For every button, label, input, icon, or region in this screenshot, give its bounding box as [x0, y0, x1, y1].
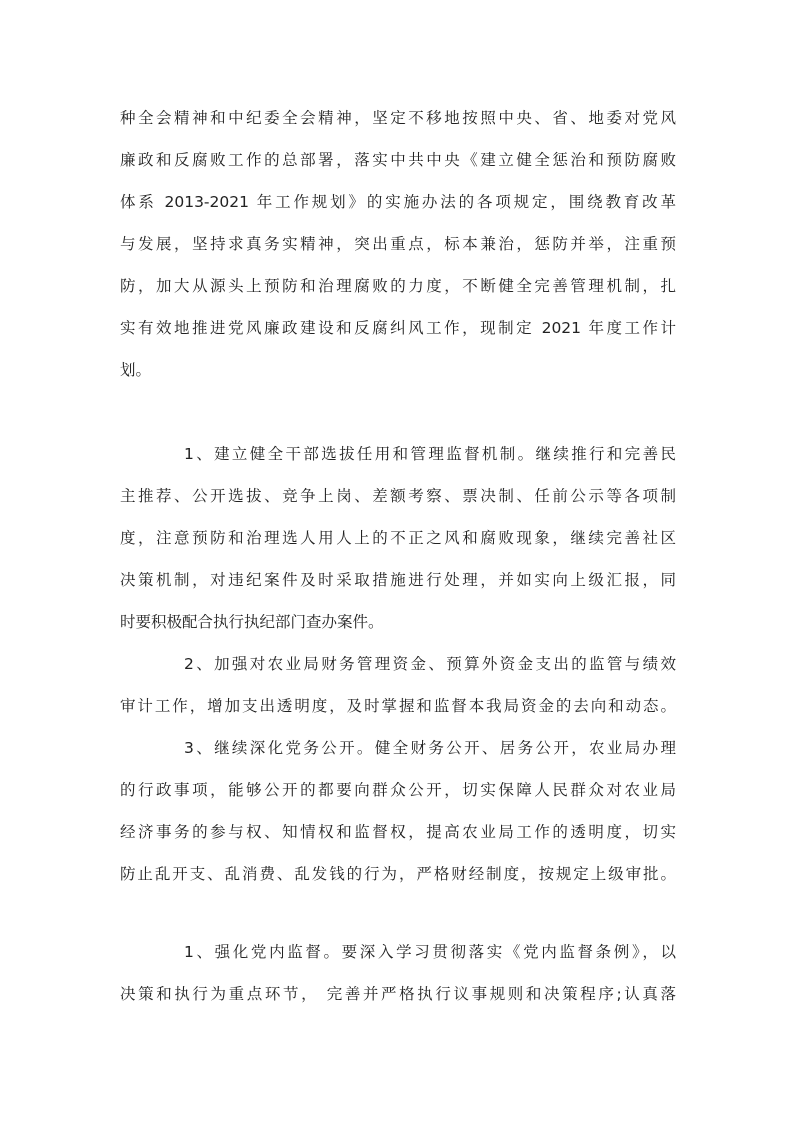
- list-item-line: 1、强化党内监督。要深入学习贯彻落实《党内监督条例》，以: [184, 943, 676, 961]
- paragraph-line: 廉政和反腐败工作的总部署，落实中共中央《建立健全惩治和预防腐败: [120, 151, 676, 169]
- list-item-line: 时要积极配合执行执纪部门查办案件。: [120, 613, 384, 631]
- list-item-line: 的行政事项，能够公开的都要向群众公开，切实保障人民群众对农业局: [120, 781, 676, 799]
- list-item-line: 决策和执行为重点环节， 完善并严格执行议事规则和决策程序;认真落: [120, 985, 676, 1003]
- list-item-line: 经济事务的参与权、知情权和监督权，提高农业局工作的透明度，切实: [120, 823, 676, 841]
- list-item-line: 防止乱开支、乱消费、乱发钱的行为，严格财经制度，按规定上级审批。: [120, 865, 676, 883]
- list-item-line: 3、继续深化党务公开。健全财务公开、居务公开，农业局办理: [184, 739, 676, 757]
- list-item-line: 度，注意预防和治理选人用人上的不正之风和腐败现象，继续完善社区: [120, 529, 676, 547]
- paragraph-line: 实有效地推进党风廉政建设和反腐纠风工作，现制定 2021 年度工作计: [120, 319, 676, 337]
- list-item-line: 审计工作，增加支出透明度，及时掌握和监督本我局资金的去向和动态。: [120, 697, 676, 715]
- list-item-line: 1、建立健全干部选拔任用和管理监督机制。继续推行和完善民: [184, 445, 676, 463]
- paragraph-line: 与发展，坚持求真务实精神，突出重点，标本兼治，惩防并举，注重预: [120, 235, 676, 253]
- paragraph-line: 种全会精神和中纪委全会精神，坚定不移地按照中央、省、地委对党风: [120, 109, 676, 127]
- list-item-line: 决策机制，对违纪案件及时采取措施进行处理，并如实向上级汇报，同: [120, 571, 676, 589]
- paragraph-line: 体系 2013-2021 年工作规划》的实施办法的各项规定，围绕教育改革: [120, 193, 676, 211]
- paragraph-line: 划。: [120, 361, 152, 379]
- list-item-line: 2、加强对农业局财务管理资金、预算外资金支出的监管与绩效: [184, 655, 676, 673]
- list-item-line: 主推荐、公开选拔、竞争上岗、差额考察、票决制、任前公示等各项制: [120, 487, 676, 505]
- paragraph-line: 防，加大从源头上预防和治理腐败的力度，不断健全完善管理机制，扎: [120, 277, 676, 295]
